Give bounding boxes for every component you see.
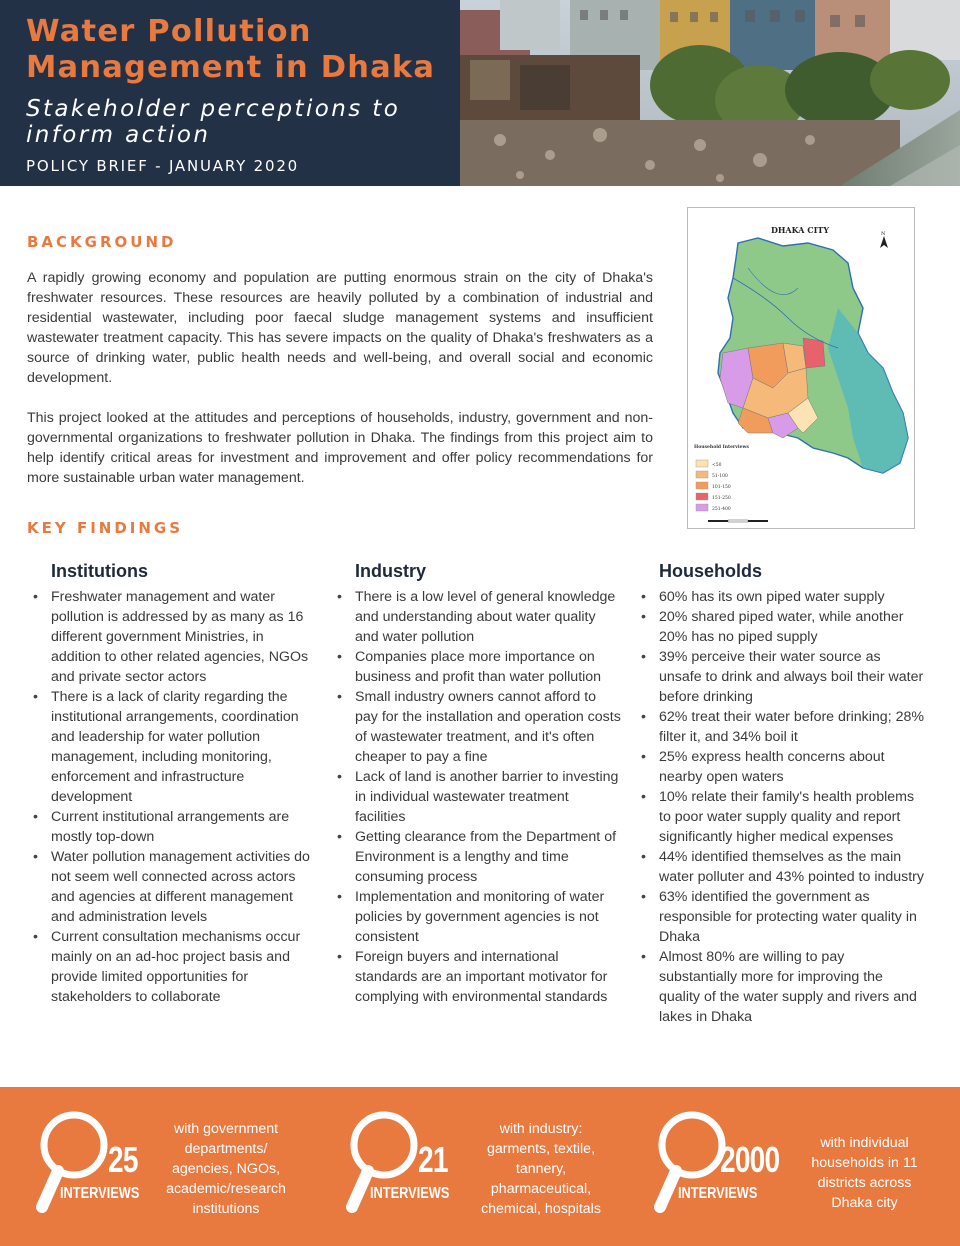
stat-description: with individual households in 11 districts across Dhaka city (811, 1135, 918, 1211)
map-title: DHAKA CITY (770, 225, 830, 235)
households-finding: • 39% perceive their water source as unsafe to drink and always boil their water before drinking (635, 647, 925, 707)
stat-label: INTERVIEWS (60, 1185, 140, 1202)
households-column (635, 558, 925, 1027)
institutions-list (27, 587, 317, 1007)
institutions-finding: • Freshwater management and water pollution is addressed by as many as 16 different government Ministries, in addition to other related agencies, NGOs and private sector actors (27, 587, 317, 687)
institutions-finding: • Current consultation mechanisms occur mainly on an ad-hoc project basis and provide limited opportunities for stakeholders to collaborate (27, 927, 317, 1007)
industry-finding: • Foreign buyers and international standards are an important motivator for complying with environmental standards (331, 947, 621, 1007)
stat-households (654, 1087, 954, 1246)
stat-number: 25 (108, 1139, 138, 1180)
header-photo (460, 0, 960, 186)
institutions-title: Institutions (51, 561, 148, 581)
industry-finding: • Getting clearance from the Department of Environment is a lengthy and time consuming process (331, 827, 621, 887)
legend-swatch (696, 482, 708, 489)
legend-label: 151-250 (712, 496, 731, 501)
header-banner (0, 0, 960, 186)
institutions-column (27, 558, 317, 1007)
households-finding: • 20% shared piped water, while another 20% has no piped supply (635, 607, 925, 647)
stat-label: INTERVIEWS (678, 1185, 758, 1202)
households-finding: • 63% identified the government as responsible for protecting water quality in Dhaka (635, 887, 925, 947)
stat-label: INTERVIEWS (370, 1185, 450, 1202)
institutions-finding: • Water pollution management activities do not seem well connected across actors and agencies at different management and administration levels (27, 847, 317, 927)
background-heading: BACKGROUND (27, 233, 177, 251)
households-title: Households (659, 561, 763, 581)
industry-column (331, 558, 621, 1007)
stat-government (36, 1087, 306, 1246)
industry-finding: • Lack of land is another barrier to investing in individual wastewater treatment facilities (331, 767, 621, 827)
map-legend (696, 460, 731, 512)
industry-list (331, 587, 621, 1007)
title-line-1: Water Pollution (26, 14, 312, 49)
households-finding: • 10% relate their family's health problems to poor water supply quality and report significantly higher medical expenses (635, 787, 925, 847)
subtitle-line-2: inform action (26, 122, 211, 148)
north-arrow-icon (880, 231, 888, 248)
legend-label: 51-100 (712, 474, 728, 479)
legend-swatch (696, 460, 708, 467)
document-subtitle (26, 96, 400, 148)
document-title (26, 14, 435, 86)
industry-finding: • Companies place more importance on business and profit than water pollution (331, 647, 621, 687)
legend-label: 251-400 (712, 507, 731, 512)
stat-number: 2000 (720, 1139, 780, 1180)
households-list (635, 587, 925, 1027)
interview-stats-band (0, 1087, 960, 1246)
title-panel (0, 0, 460, 186)
industry-finding: • Small industry owners cannot afford to pay for the installation and operation costs of wastewater treatment, and it's often cheaper to pay a fine (331, 687, 621, 767)
stat-industry (346, 1087, 616, 1246)
legend-swatch (696, 471, 708, 478)
households-finding: • Almost 80% are willing to pay substantially more for improving the quality of the water supply and rivers and lakes in Dhaka (635, 947, 925, 1027)
legend-label: 101-150 (712, 485, 731, 490)
map-legend-title: Household Interviews (694, 445, 749, 450)
industry-finding: • Implementation and monitoring of water policies by government agencies is not consistent (331, 887, 621, 947)
key-findings-heading: KEY FINDINGS (27, 519, 184, 537)
svg-text:N: N (881, 231, 886, 237)
stat-number: 21 (418, 1139, 448, 1180)
dhaka-map (687, 207, 915, 529)
stat-description: with industry: garments, textile, tannery, pharmaceutical, chemical, hospitals (481, 1121, 601, 1217)
map-scale-bar (708, 520, 768, 522)
stat-description: with government departments/ agencies, NGOs, academic/research institutions (166, 1121, 286, 1217)
legend-label: <50 (712, 463, 722, 468)
subtitle-line-1: Stakeholder perceptions to (26, 96, 401, 122)
households-finding: • 60% has its own piped water supply (635, 587, 925, 607)
background-paragraph-2: This project looked at the attitudes and perceptions of households, industry, government and non-governmental organizations to freshwater pollution in Dhaka. The findings from this project aim to help identify critical areas for investment and improvement and offer policy recommendations for more sustainable urban water management. (27, 410, 653, 486)
title-line-2: Management in Dhaka (26, 50, 436, 85)
industry-finding: • There is a low level of general knowledge and understanding about water quality and water pollution (331, 587, 621, 647)
institutions-finding: • Current institutional arrangements are mostly top-down (27, 807, 317, 847)
legend-swatch (696, 493, 708, 500)
households-finding: • 25% express health concerns about nearby open waters (635, 747, 925, 787)
policy-brief-date: POLICY BRIEF - JANUARY 2020 (26, 157, 300, 175)
institutions-finding: • There is a lack of clarity regarding the institutional arrangements, coordination and leadership for water pollution management, including monitoring, enforcement and infrastructure development (27, 687, 317, 807)
legend-swatch (696, 504, 708, 511)
households-finding: • 44% identified themselves as the main water polluter and 43% pointed to industry (635, 847, 925, 887)
background-paragraph-1: A rapidly growing economy and population are putting enormous strain on the city of Dhaka's freshwater resources. These resources are heavily polluted by a combination of industrial and residential wastewater, including poor faecal sludge management systems and insufficient wastewater treatment capacity. This has severe impacts on the quality of Dhaka's freshwaters as a source of drinking water, public health needs and well-being, and overall social and economic development. (27, 270, 653, 386)
households-finding: • 62% treat their water before drinking; 28% filter it, and 34% boil it (635, 707, 925, 747)
industry-title: Industry (355, 561, 427, 581)
